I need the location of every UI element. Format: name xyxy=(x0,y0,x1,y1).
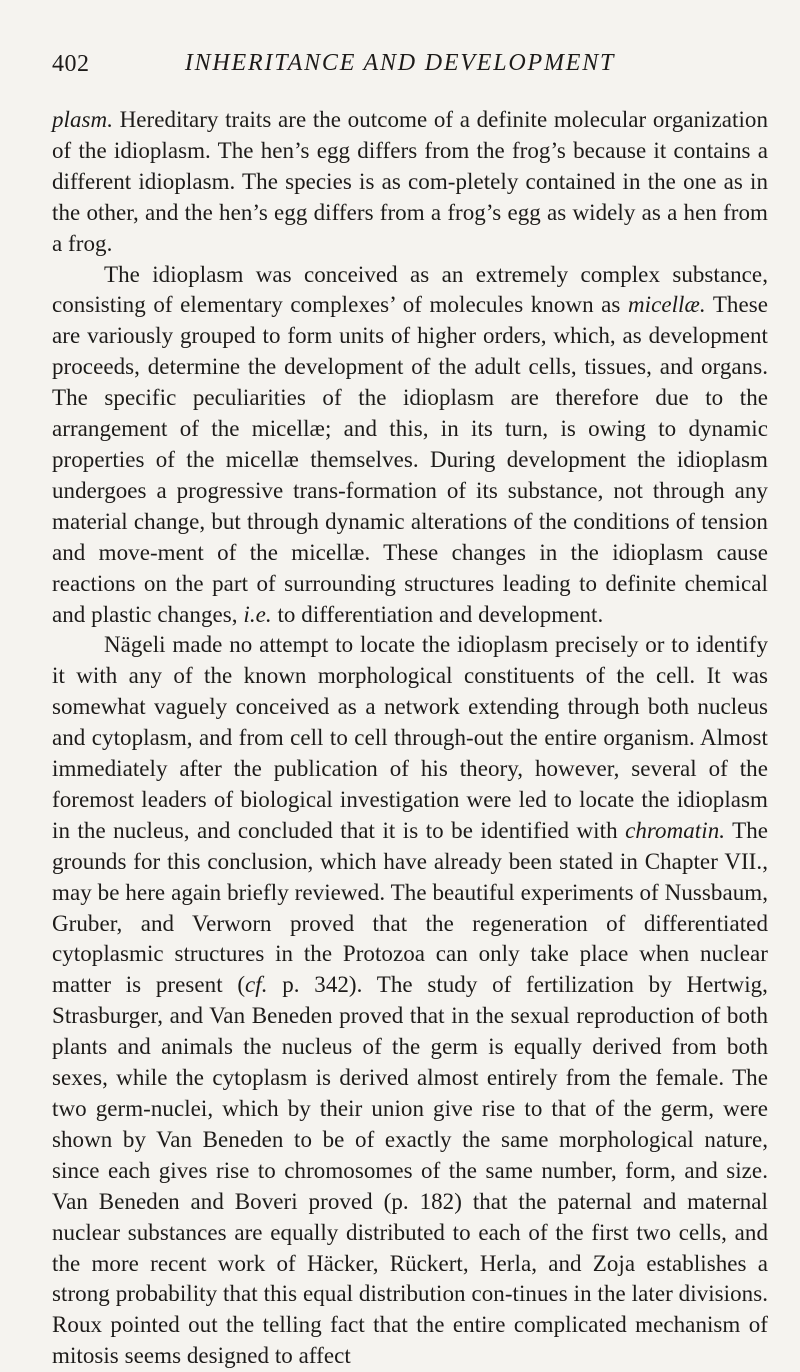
body-text xyxy=(52,105,768,1372)
text-run: Nägeli made no attempt to locate the idioplasm precisely or to identify it with any of the known morphological constituents of the cell. It was somewhat vaguely conceived as a network extending through both nucleus and cytoplasm, and from cell to cell through-out the entire organism. Almost immediately after the publication of his theory, however, several of the foremost leaders of biological investigation were led to locate the idioplasm in the nucleus, and concluded that it is to be identified with xyxy=(52,632,768,843)
italic-term: micellæ. xyxy=(627,292,706,318)
text-run: The grounds for this conclusion, which have already been stated in Chapter VII., may be here again briefly reviewed. The beautiful experiments of Nussbaum, Gruber, and Verworn proved that the regeneration of differentiated cytoplasmic structures in the Protozoa can only take place when nuclear matter is present ( xyxy=(52,817,769,998)
italic-term: chromatin. xyxy=(625,817,726,843)
paragraph xyxy=(52,630,768,1372)
running-head: INHERITANCE AND DEVELOPMENT xyxy=(184,50,616,76)
text-run: The idioplasm was conceived as an extremely complex substance, consisting of elementary complexes’ of molecules known as xyxy=(52,261,768,318)
italic-term: i.e. xyxy=(243,601,272,627)
text-run: to differentiation and development. xyxy=(271,601,604,627)
italic-term: cf. xyxy=(245,972,268,998)
text-run: Hereditary traits are the outcome of a definite molecular organization of the idioplasm. The hen’s egg differs from the frog’s because it contains a different idioplasm. The species is as com-pletely contained in the one as in the other, and the hen’s egg differs from a frog’s egg as widely as a hen from a frog. xyxy=(52,107,768,256)
text-run: p. 342). The study of fertilization by Hertwig, Strasburger, and Van Beneden proved that in the sexual reproduction of both plants and animals the nucleus of the germ is equally derived from both sexes, while the cytoplasm is derived almost entirely from the female. The two germ-nuclei, which by their union give rise to that of the germ, were shown by Van Beneden to be of exactly the same morphological nature, since each gives rise to chromosomes of the same number, form, and size. Van Beneden and Boveri proved (p. 182) that the paternal and maternal nuclear substances are equally distributed to each of the first two cells, and the more recent work of Häcker, Rückert, Herla, and Zoja establishes a strong probability that this equal distribution con-tinues in the later divisions. Roux pointed out the telling fact that the entire complicated mechanism of mitosis seems designed to affect xyxy=(52,972,768,1369)
paragraph xyxy=(52,105,768,260)
page-number: 402 xyxy=(52,51,90,77)
paragraph xyxy=(52,260,768,631)
italic-term: plasm. xyxy=(52,107,114,132)
text-run: These are variously grouped to form units of higher orders, which, as development proceeds, determine the development of the adult cells, tissues, and organs. The specific peculiarities of the idioplasm are therefore due to the arrangement of the micellæ; and this, in its turn, is owing to dynamic properties of the micellæ themselves. During development the idioplasm undergoes a progressive trans-formation of its substance, not through any material change, but through dynamic alterations of the conditions of tension and move-ment of the micellæ. These changes in the idioplasm cause reactions on the part of surrounding structures leading to definite chemical and plastic changes, xyxy=(52,292,768,627)
